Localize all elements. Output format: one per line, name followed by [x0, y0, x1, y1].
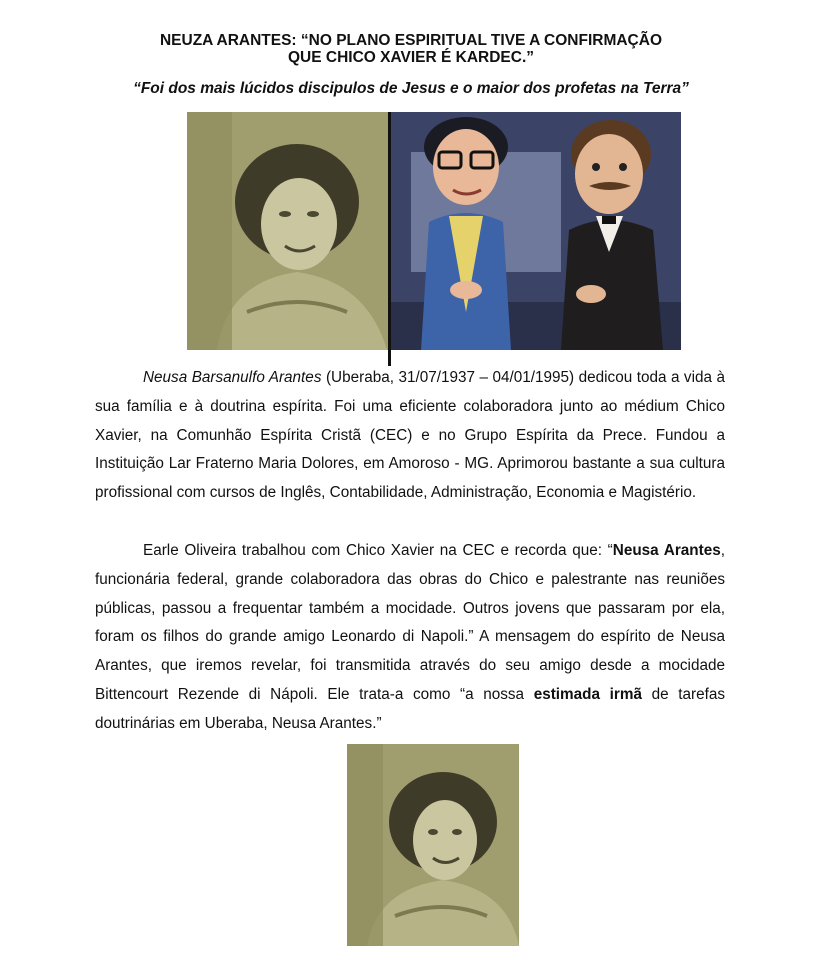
neusa-portrait-illustration — [187, 112, 389, 350]
testimony-bold-name: Neusa Arantes — [612, 542, 721, 559]
title-line-2: QUE CHICO XAVIER É KARDEC.” — [287, 49, 535, 66]
testimony-text-2: , funcionária federal, grande colaboradora das obras do Chico e palestrante nas reuniões públicas, passou a frequentar também a mocidade. Outros jovens que passaram por ela, foram os filhos do grande amigo Leonardo di Napoli.” A mensagem do espírito de Neusa Arantes, que iremos revelar, foi transmitida através do seu amigo desde a mocidade Bittencourt Rezende di Nápoli. Ele trata-a como “a nossa — [95, 542, 726, 703]
neusa-photo-top — [187, 112, 389, 350]
page-title — [0, 32, 822, 66]
cartoon-illustration — [391, 112, 681, 350]
testimony-text-1: Earle Oliveira trabalhou com Chico Xavier na CEC e recorda que: “ — [143, 542, 613, 559]
cartoon-chico-kardec — [391, 112, 681, 350]
paragraph-biography — [95, 364, 725, 508]
paragraph-testimony — [95, 537, 725, 739]
page-subtitle: “Foi dos mais lúcidos discipulos de Jesus e o maior dos profetas na Terra” — [133, 80, 689, 97]
biography-text: (Uberaba, 31/07/1937 – 04/01/1995) dedicou toda a vida à sua família e à doutrina espírita. Foi uma eficiente colaboradora junto ao médium Chico Xavier, na Comunhão Espírita Cristã (CEC) e no Grupo Espírita da Prece. Fundou a Instituição Lar Fraterno Maria Dolores, em Amoroso - MG. Aprimorou bastante a sua cultura profissional com cursos de Inglês, Contabilidade, Administração, Economia e Magistério. — [95, 369, 725, 502]
neusa-photo-bottom — [347, 744, 519, 946]
neusa-portrait-illustration-small — [347, 744, 519, 946]
person-name: Neusa Barsanulfo Arantes — [143, 369, 322, 386]
testimony-text-3: de tarefas doutrinárias em Uberaba, Neusa Arantes.” — [95, 685, 725, 732]
testimony-bold-phrase: estimada irmã — [533, 685, 642, 703]
title-line-1: NEUZA ARANTES: “NO PLANO ESPIRITUAL TIVE A CONFIRMAÇÃO — [159, 32, 663, 49]
image-divider — [388, 112, 391, 366]
